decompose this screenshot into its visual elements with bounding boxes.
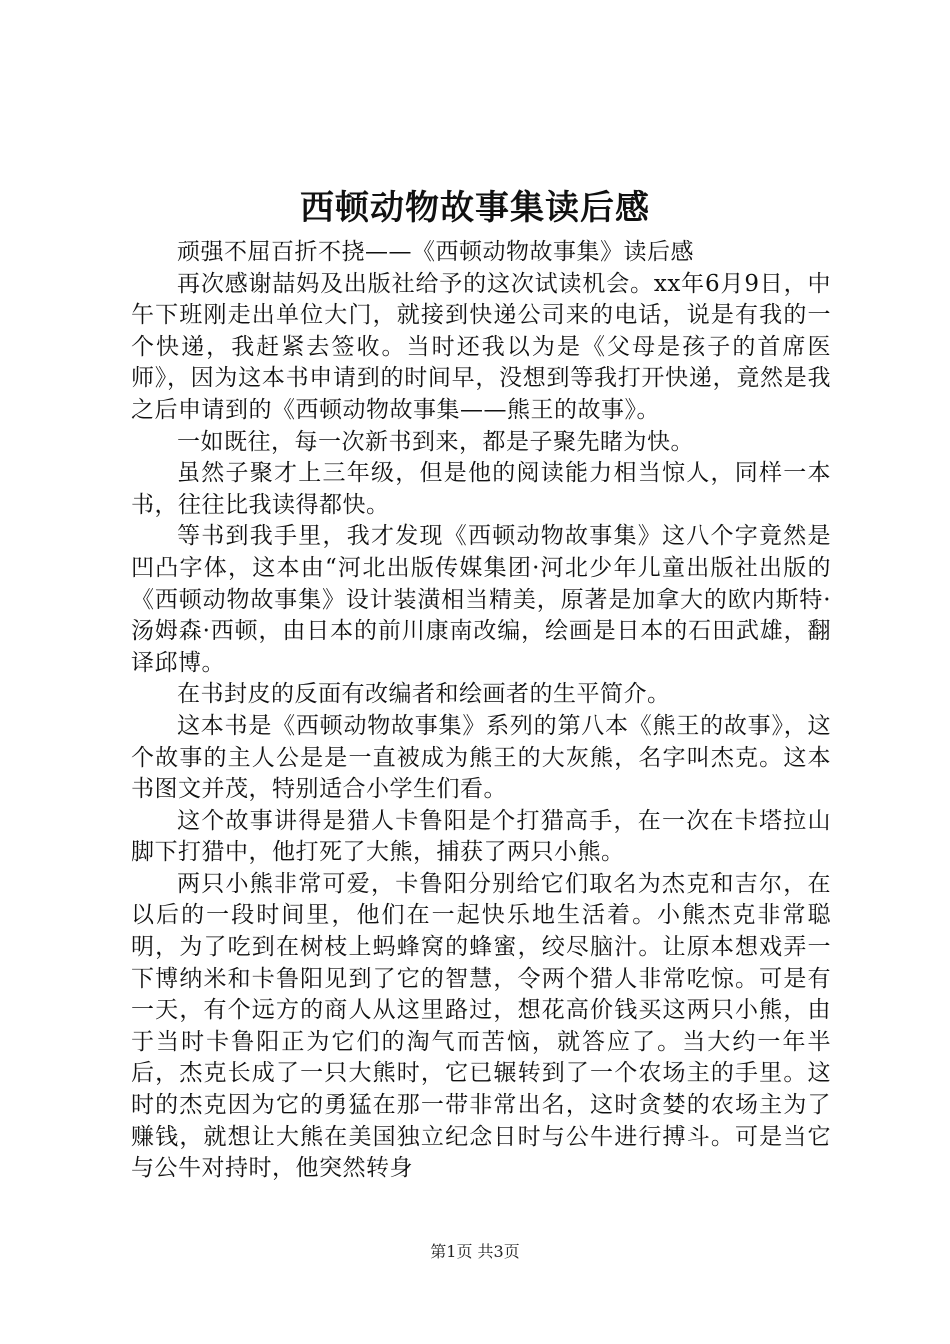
body-paragraph: 在书封皮的反面有改编者和绘画者的生平简介。 [177, 681, 671, 708]
body-paragraph: 这本书是《西顿动物故事集》系列的第八本《熊王的故事》，这个故事的主人公是是一直被成为熊王的大灰熊，名字叫杰克。这本书图文并茂，特别适合小学生们看。 [131, 712, 831, 803]
body-paragraph: 虽然子聚才上三年级，但是他的阅读能力相当惊人，同样一本书，往往比我读得都快。 [131, 460, 831, 518]
body-paragraph: 一如既往，每一次新书到来，都是子聚先睹为快。 [177, 428, 694, 455]
document-body [131, 237, 831, 1185]
document-title: 西顿动物故事集读后感 [300, 188, 650, 228]
subtitle-paragraph: 顽强不屈百折不挠——《西顿动物故事集》读后感 [177, 239, 694, 265]
body-paragraph: 再次感谢喆妈及出版社给予的这次试读机会。xx年6月9日，中午下班刚走出单位大门，就接到快递公司来的电话，说是有我的一个快递，我赶紧去签收。当时还我以为是《父母是孩子的首席医师》，因为这本书申请到的时间早，没想到等我打开快递，竟然是我之后申请到的《西顿动物故事集——熊王的故事》。 [131, 270, 831, 423]
page-number-footer: 第1页 共3页 [430, 1242, 520, 1261]
body-paragraph: 这个故事讲得是猎人卡鲁阳是个打猎高手，在一次在卡塔拉山脚下打猎中，他打死了大熊，捕获了两只小熊。 [131, 807, 831, 866]
body-paragraph: 两只小熊非常可爱，卡鲁阳分别给它们取名为杰克和吉尔，在以后的一段时间里，他们在一起快乐地生活着。小熊杰克非常聪明，为了吃到在树枝上蚂蜂窝的蜂蜜，绞尽脑汁。让原本想戏弄一下博纳米和卡鲁阳见到了它的智慧，令两个猎人非常吃惊。可是有一天，有个远方的商人从这里路过，想花高价钱买这两只小熊，由于当时卡鲁阳正为它们的淘气而苦恼，就答应了。当大约一年半后，杰克长成了一只大熊时，它已辗转到了一个农场主的手里。这时的杰克因为它的勇猛在那一带非常出名，这时贪婪的农场主为了赚钱，就想让大熊在美国独立纪念日时与公牛进行搏斗。可是当它与公牛对持时，他突然转身 [131, 870, 831, 1182]
body-paragraph: 等书到我手里，我才发现《西顿动物故事集》这八个字竟然是凹凸字体，这本由“河北出版传媒集团·河北少年儿童出版社出版的《西顿动物故事集》设计装潢相当精美，原著是加拿大的欧内斯特·汤姆森·西顿，由日本的前川康南改编，绘画是日本的石田武雄，翻译邱博。 [131, 523, 831, 676]
